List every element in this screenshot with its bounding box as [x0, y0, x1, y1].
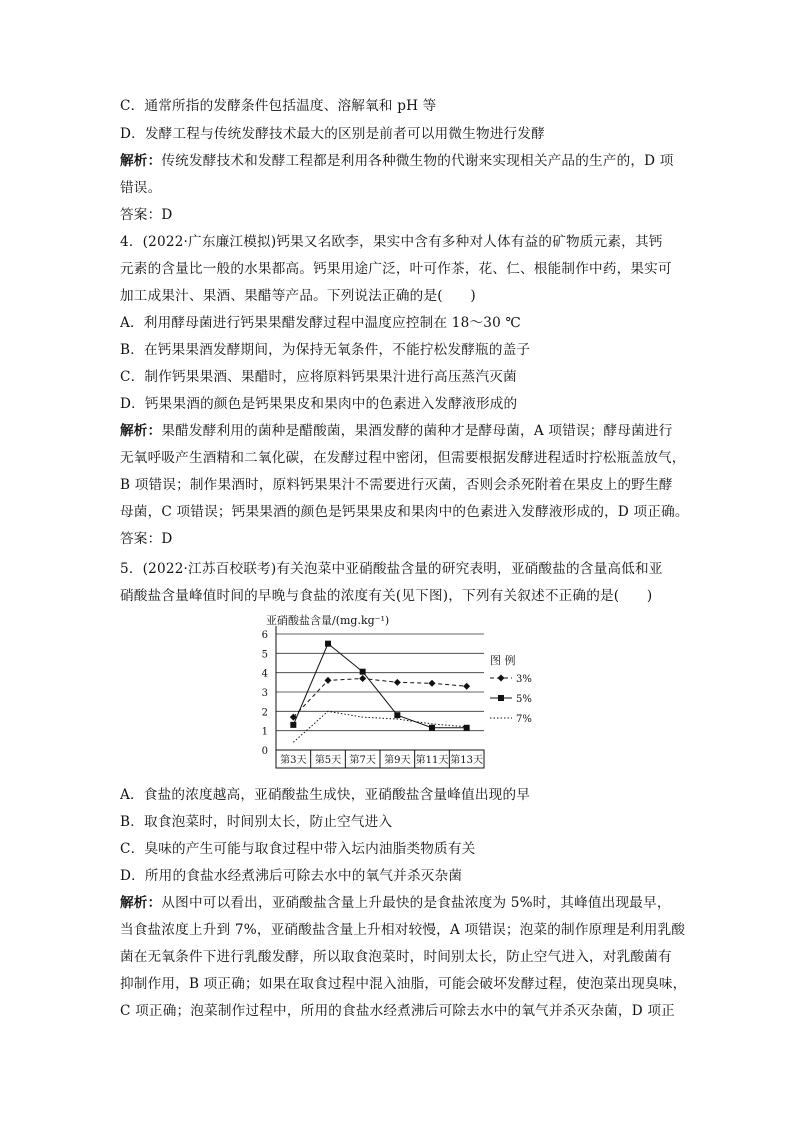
q5-stem-line-1: 5．(2022·江苏百校联考)有关泡菜中亚硝酸盐含量的研究表明，亚硝酸盐的含量高低和亚 [120, 561, 663, 577]
q4-stem-line-2: 元素的含量比一般的水果都高。钙果用途广泛，叶可作茶，花、仁、根能制作中药，果实可 [120, 261, 672, 277]
q3-answer: 答案：D [120, 207, 173, 223]
q5-analysis-line-1 [120, 894, 680, 912]
analysis-label: 解析： [120, 153, 162, 169]
legend-label-3%: 3% [516, 674, 532, 685]
q4-analysis-line-3: B 项错误；制作果酒时，原料钙果果汁不需要进行灭菌，否则会杀死附着在果皮上的野生酵 [120, 477, 673, 493]
y-tick-label: 6 [261, 630, 268, 641]
legend-title: 图 例 [490, 654, 516, 667]
q4-answer: 答案：D [120, 531, 173, 547]
data-point-5% [325, 641, 331, 647]
chart-title: 亚硝酸盐含量/(mg.kg⁻¹) [266, 614, 390, 627]
data-point-3% [429, 680, 436, 687]
x-tick-label: 第7天 [349, 755, 376, 766]
q3-analysis-text: 传统发酵技术和发酵工程都是利用各种微生物的代谢来实现相关产品的生产的，D 项 [161, 153, 674, 169]
x-tick-label: 第5天 [314, 755, 342, 766]
data-point-5% [290, 722, 296, 728]
y-tick-label: 1 [261, 726, 268, 738]
y-tick-label: 4 [261, 668, 268, 680]
q4-stem-line-3: 加工成果汁、果酒、果醋等产品。下列说法正确的是( ) [120, 288, 476, 304]
x-tick-label: 第9天 [384, 755, 411, 766]
legend-label-5%: 5% [516, 694, 532, 705]
data-point-5% [464, 725, 470, 731]
data-point-3% [325, 677, 332, 684]
q4-option-d: D．钙果果酒的颜色是钙果果皮和果肉中的色素进入发酵液形成的 [120, 396, 518, 412]
y-tick-label: 2 [261, 707, 268, 719]
q5-analysis-line-5: C 项正确；泡菜制作过程中，所用的食盐水经煮沸后可除去水中的氧气并杀灭杂菌，D 项正 [120, 1003, 675, 1019]
x-tick-label: 第11天 [415, 755, 449, 766]
q3-option-d: D．发酵工程与传统发酵技术最大的区别是前者可以用微生物进行发酵 [120, 126, 545, 142]
q4-analysis-line-1 [120, 422, 680, 440]
q5-analysis-line-2: 当食盐浓度上升到 7%，亚硝酸盐含量上升相对较慢，A 项错误；泡菜的制作原理是利用乳酸 [120, 922, 686, 938]
q4-analysis-line-4: 母菌，C 项错误；钙果果酒的颜色是钙果果皮和果肉中的色素进入发酵液形成的，D 项正确。 [120, 504, 689, 520]
data-point-3% [359, 675, 366, 682]
q4-option-a: A．利用酵母菌进行钙果果醋发酵过程中温度应控制在 18～30 ℃ [120, 315, 521, 331]
q5-option-c: C．臭味的产生可能与取食过程中带入坛内油脂类物质有关 [120, 841, 476, 857]
nitrite-chart-svg [240, 612, 560, 774]
data-point-3% [463, 683, 470, 690]
analysis-label: 解析： [120, 895, 162, 911]
q4-option-c: C．制作钙果果酒、果醋时，应将原料钙果果汁进行高压蒸汽灭菌 [120, 369, 517, 385]
y-tick-label: 5 [261, 649, 268, 661]
q4-analysis-text: 果醋发酵利用的菌种是醋酸菌，果酒发酵的菌种才是酵母菌，A 项错误；酵母菌进行 [161, 423, 673, 439]
q4-analysis-line-2: 无氧呼吸产生酒精和二氧化碳，在发酵过程中密闭，但需要根据发酵进程适时拧松瓶盖放气， [120, 450, 686, 466]
analysis-label: 解析： [120, 423, 162, 439]
legend-label-7%: 7% [516, 714, 532, 725]
q5-option-d: D．所用的食盐水经煮沸后可除去水中的氧气并杀灭杂菌 [120, 868, 463, 884]
data-point-5% [394, 712, 400, 718]
data-point-5% [429, 725, 435, 731]
q3-analysis-line-1 [120, 152, 680, 170]
series-line-7% [293, 711, 466, 742]
q4-stem-line-1: 4．(2022·广东廉江模拟)钙果又名欧李，果实中含有多种对人体有益的矿物质元素，其钙 [120, 234, 663, 250]
legend-marker-3% [498, 675, 505, 682]
q5-analysis-line-4: 抑制作用，B 项正确；如果在取食过程中混入油脂，可能会破坏发酵过程，使泡菜出现臭味， [120, 976, 687, 992]
data-point-3% [394, 679, 401, 686]
y-tick-label: 0 [261, 746, 268, 757]
q5-analysis-text: 从图中可以看出，亚硝酸盐含量上升最快的是食盐浓度为 5%时，其峰值出现最早， [161, 895, 671, 911]
q5-stem-line-2: 硝酸盐含量峰值时间的早晚与食盐的浓度有关(见下图)，下列有关叙述不正确的是( ) [120, 588, 653, 604]
x-tick-label: 第13天 [450, 755, 484, 766]
series-line-5% [293, 644, 466, 728]
x-tick-label: 第3天 [280, 755, 307, 766]
legend-marker-5% [498, 695, 504, 701]
q5-option-b: B．取食泡菜时，时间别太长，防止空气进入 [120, 814, 393, 830]
q5-analysis-line-3: 菌在无氧条件下进行乳酸发酵，所以取食泡菜时，时间别太长，防止空气进入，对乳酸菌有 [120, 949, 672, 965]
q5-option-a: A．食盐的浓度越高，亚硝酸盐生成快，亚硝酸盐含量峰值出现的早 [120, 787, 531, 803]
q4-option-b: B．在钙果果酒发酵期间，为保持无氧条件，不能拧松发酵瓶的盖子 [120, 342, 531, 358]
q3-option-c: C．通常所指的发酵条件包括温度、溶解氧和 pH 等 [120, 98, 437, 114]
nitrite-chart [240, 612, 560, 774]
y-tick-label: 3 [261, 688, 268, 699]
data-point-5% [360, 669, 366, 675]
q3-analysis-line-2: 错误。 [120, 180, 162, 196]
